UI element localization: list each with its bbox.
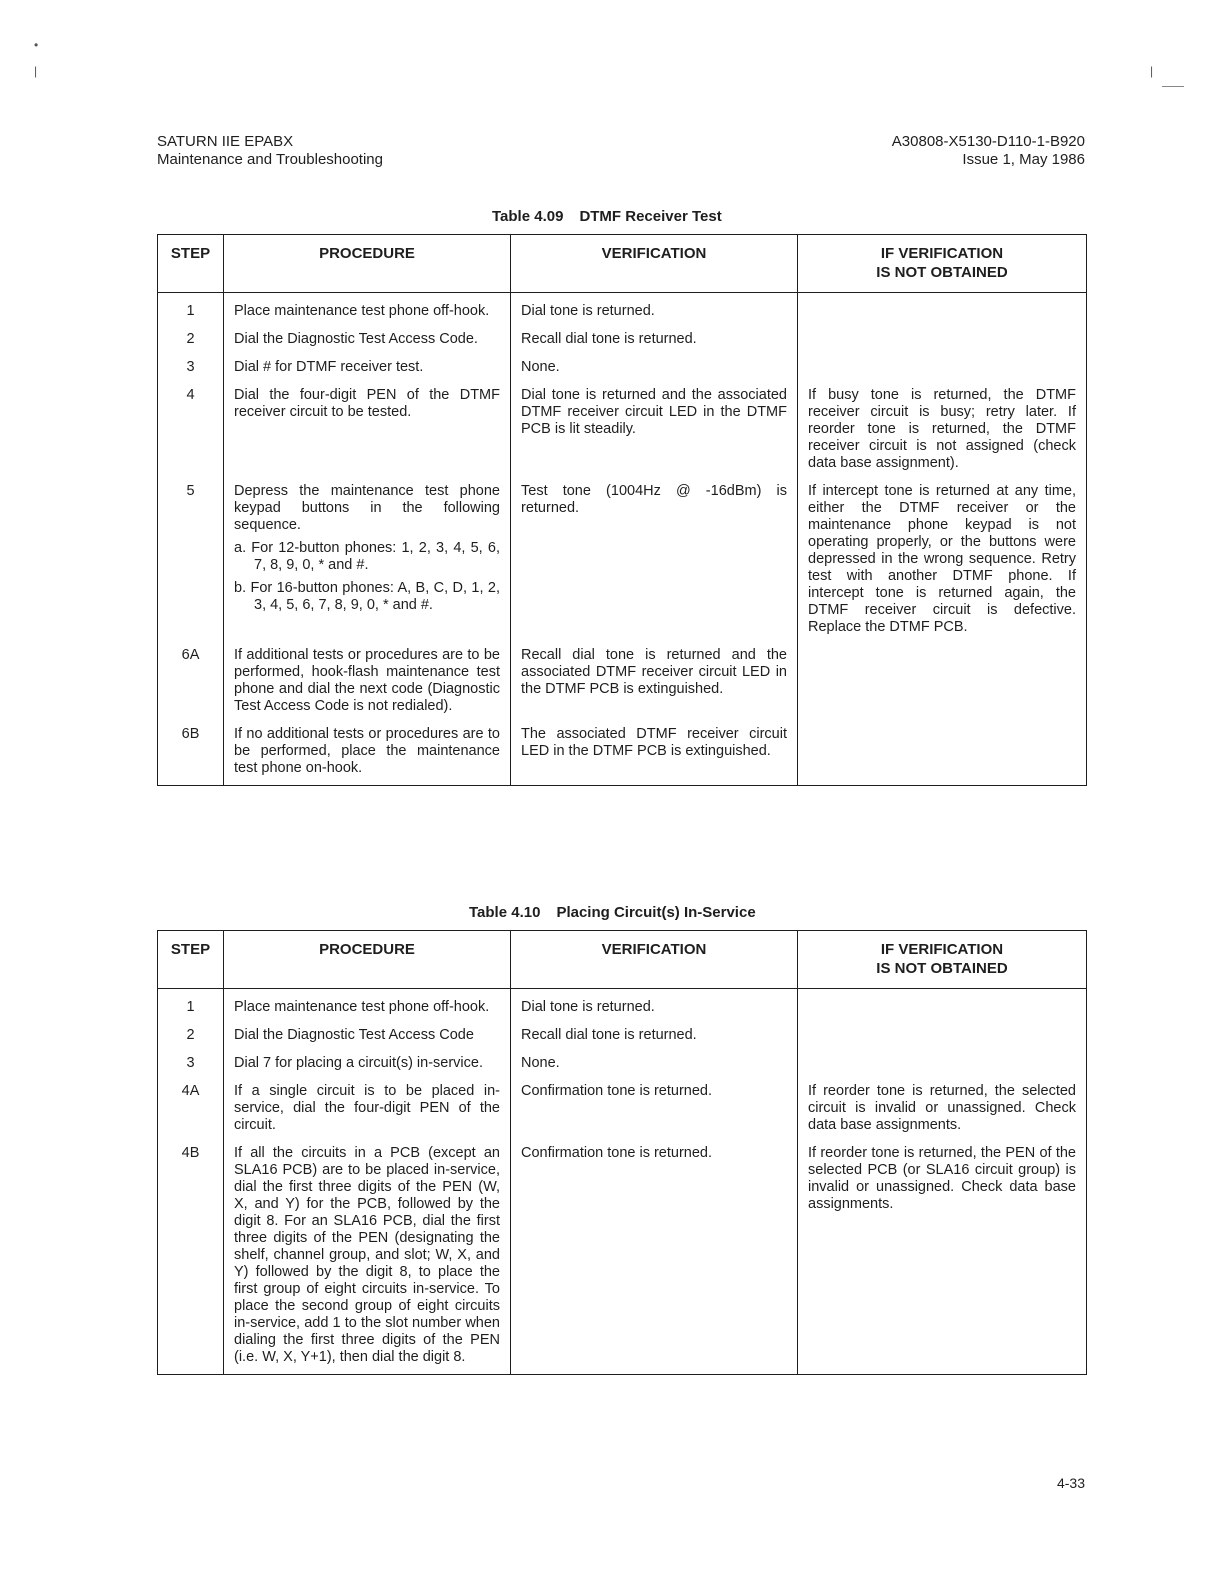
procedure-cell: Dial # for DTMF receiver test. xyxy=(224,356,511,384)
verification-cell: Recall dial tone is returned. xyxy=(511,1024,798,1052)
procedure-cell: Dial the four-digit PEN of the DTMF receiver circuit to be tested. xyxy=(224,384,511,480)
step-cell: 1 xyxy=(158,989,224,1025)
table-row xyxy=(158,723,1087,786)
procedure-cell: Dial 7 for placing a circuit(s) in-service. xyxy=(224,1052,511,1080)
verification-cell: Test tone (1004Hz @ -16dBm) is returned. xyxy=(511,480,798,644)
procedure-cell: If no additional tests or procedures are to be performed, place the maintenance test phone on-hook. xyxy=(224,723,511,786)
table-row xyxy=(158,1024,1087,1052)
verification-cell: Confirmation tone is returned. xyxy=(511,1142,798,1375)
table1-number: Table 4.09 xyxy=(492,208,564,225)
not-obtained-cell: If intercept tone is returned at any time, either the DTMF receiver or the maintenance phone keypad is not operating properly, or the buttons were depressed in the wrong sequence. Retry test with another DTMF phone. If intercept tone is returned again, the DTMF receiver circuit is defective. Replace the DTMF PCB. xyxy=(798,480,1087,644)
table2-number: Table 4.10 xyxy=(469,904,541,921)
procedure-cell: Dial the Diagnostic Test Access Code xyxy=(224,1024,511,1052)
verification-cell: The associated DTMF receiver circuit LED in the DTMF PCB is extinguished. xyxy=(511,723,798,786)
verification-cell: Dial tone is returned. xyxy=(511,989,798,1025)
procedure-cell: If a single circuit is to be placed in-service, dial the four-digit PEN of the circuit. xyxy=(224,1080,511,1142)
table-row xyxy=(158,1142,1087,1375)
not-obtained-cell xyxy=(798,328,1087,356)
verification-cell: Dial tone is returned. xyxy=(511,293,798,329)
step-cell: 4A xyxy=(158,1080,224,1142)
procedure-column-header: PROCEDURE xyxy=(224,931,511,989)
not-obtained-cell: If reorder tone is returned, the PEN of the selected PCB (or SLA16 circuit group) is invalid or unassigned. Check data base assignments. xyxy=(798,1142,1087,1375)
step-cell: 2 xyxy=(158,328,224,356)
table-header-row xyxy=(158,235,1087,293)
procedure-text: Depress the maintenance test phone keypad buttons in the following sequence. xyxy=(234,483,500,533)
not-obtained-cell xyxy=(798,356,1087,384)
table-row xyxy=(158,644,1087,723)
procedure-subitem-a: a. For 12-button phones: 1, 2, 3, 4, 5, 6, 7, 8, 9, 0, * and #. xyxy=(234,540,500,573)
verification-cell: Recall dial tone is returned and the associated DTMF receiver circuit LED in the DTMF PCB is extinguished. xyxy=(511,644,798,723)
verification-cell: Recall dial tone is returned. xyxy=(511,328,798,356)
procedure-cell: Dial the Diagnostic Test Access Code. xyxy=(224,328,511,356)
not-obtained-cell xyxy=(798,723,1087,786)
procedure-cell: If all the circuits in a PCB (except an SLA16 PCB) are to be placed in-service, dial the first three digits of the PEN (W, X, and Y) for the PCB, followed by the digit 8. For an SLA16 PCB, dial the first three digits of the PEN (designating the shelf, channel group, and slot; W, X, and Y) followed by the digit 8, to place the first group of eight circuits in-service. To place the second group of eight circuits in-service, add 1 to the slot number when dialing the first three digits of the PEN (i.e. W, X, Y+1), then dial the digit 8. xyxy=(224,1142,511,1375)
manual-section: Maintenance and Troubleshooting xyxy=(157,151,383,168)
procedure-subitem-b: b. For 16-button phones: A, B, C, D, 1, 2, 3, 4, 5, 6, 7, 8, 9, 0, * and #. xyxy=(234,580,500,613)
not-obtained-cell: If reorder tone is returned, the selected circuit is invalid or unassigned. Check data base assignments. xyxy=(798,1080,1087,1142)
placing-circuits-in-service-table xyxy=(157,930,1087,1375)
step-cell: 5 xyxy=(158,480,224,644)
issue-date: Issue 1, May 1986 xyxy=(962,151,1085,168)
step-cell: 2 xyxy=(158,1024,224,1052)
product-name: SATURN IIE EPABX xyxy=(157,133,294,150)
not-obtained-cell: If busy tone is returned, the DTMF receiver circuit is busy; retry later. If reorder tone is returned, the DTMF receiver circuit is not assigned (check data base assignment). xyxy=(798,384,1087,480)
table-row xyxy=(158,356,1087,384)
table-row xyxy=(158,384,1087,480)
table-row xyxy=(158,480,1087,644)
table-row xyxy=(158,1080,1087,1142)
page-number: 4-33 xyxy=(1056,1475,1085,1491)
scan-mark: • xyxy=(34,38,39,52)
step-cell: 6B xyxy=(158,723,224,786)
step-cell: 3 xyxy=(158,1052,224,1080)
step-column-header: STEP xyxy=(158,931,224,989)
procedure-cell xyxy=(224,480,511,644)
verification-cell: None. xyxy=(511,1052,798,1080)
step-cell: 6A xyxy=(158,644,224,723)
table2-caption xyxy=(469,904,756,921)
scan-mark xyxy=(1162,86,1184,87)
verification-column-header: VERIFICATION xyxy=(511,931,798,989)
step-cell: 4B xyxy=(158,1142,224,1375)
step-cell: 1 xyxy=(158,293,224,329)
verification-column-header: VERIFICATION xyxy=(511,235,798,293)
not-obtained-cell xyxy=(798,989,1087,1025)
dtmf-receiver-test-table xyxy=(157,234,1087,786)
scan-mark: | xyxy=(34,64,38,78)
not-obtained-cell xyxy=(798,293,1087,329)
table-row xyxy=(158,1052,1087,1080)
document-number: A30808-X5130-D110-1-B920 xyxy=(891,133,1085,150)
not-obtained-cell xyxy=(798,1052,1087,1080)
table-row xyxy=(158,328,1087,356)
scan-mark: | xyxy=(1150,64,1154,78)
procedure-cell: Place maintenance test phone off-hook. xyxy=(224,293,511,329)
table-row xyxy=(158,989,1087,1025)
procedure-cell: If additional tests or procedures are to be performed, hook-flash maintenance test phone and dial the next code (Diagnostic Test Access Code is not redialed). xyxy=(224,644,511,723)
not-obtained-cell xyxy=(798,644,1087,723)
table1-caption xyxy=(492,208,722,225)
verification-cell: Dial tone is returned and the associated DTMF receiver circuit LED in the DTMF PCB is lit steadily. xyxy=(511,384,798,480)
not-obtained-column-header: IF VERIFICATION IS NOT OBTAINED xyxy=(798,235,1087,293)
verification-cell: Confirmation tone is returned. xyxy=(511,1080,798,1142)
verification-cell: None. xyxy=(511,356,798,384)
table2-title: Placing Circuit(s) In-Service xyxy=(556,904,756,921)
procedure-column-header: PROCEDURE xyxy=(224,235,511,293)
step-cell: 3 xyxy=(158,356,224,384)
table-header-row xyxy=(158,931,1087,989)
procedure-cell: Place maintenance test phone off-hook. xyxy=(224,989,511,1025)
step-cell: 4 xyxy=(158,384,224,480)
document-header-right xyxy=(892,133,1085,169)
not-obtained-cell xyxy=(798,1024,1087,1052)
table1-title: DTMF Receiver Test xyxy=(579,208,722,225)
table-row xyxy=(158,293,1087,329)
step-column-header: STEP xyxy=(158,235,224,293)
document-header-left xyxy=(157,133,383,169)
not-obtained-column-header: IF VERIFICATION IS NOT OBTAINED xyxy=(798,931,1087,989)
